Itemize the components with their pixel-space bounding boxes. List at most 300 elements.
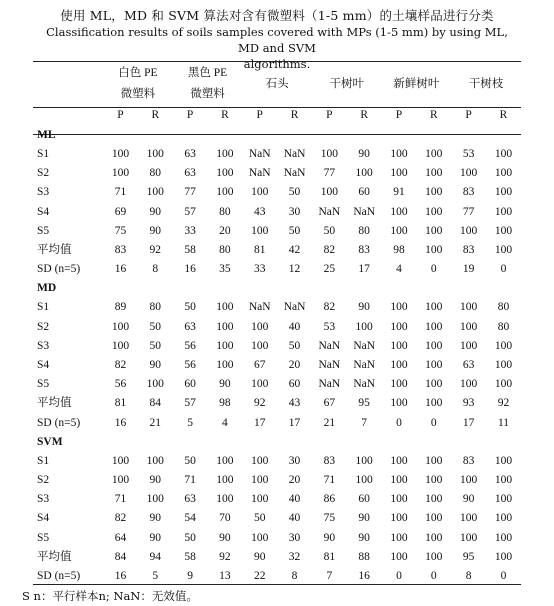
table-cell: 75 xyxy=(323,512,336,525)
table-cell: 50 xyxy=(149,339,162,352)
table-cell: 80 xyxy=(219,244,231,257)
table-cell: 0 xyxy=(430,263,437,276)
table-cell: 82 xyxy=(114,359,127,372)
table-cell: 100 xyxy=(216,454,234,467)
table-cell: 100 xyxy=(459,531,478,544)
table-cell: 100 xyxy=(251,339,269,352)
table-cell: 94 xyxy=(149,550,162,563)
table-cell: 77 xyxy=(323,167,336,180)
table-cell: 82 xyxy=(323,301,336,314)
table-cell: 100 xyxy=(494,167,513,180)
table-cell: 13 xyxy=(219,570,231,583)
table-cell: 11 xyxy=(497,416,510,429)
table-cell: NaN xyxy=(353,339,376,352)
header-pr-blank xyxy=(33,105,103,126)
table-cell: 100 xyxy=(320,186,338,199)
table-cell: 86 xyxy=(323,493,336,506)
table-cell: 83 xyxy=(462,454,475,467)
table-cell: 80 xyxy=(497,320,510,333)
table-cell: 100 xyxy=(494,224,513,237)
table-cell: 81 xyxy=(253,244,266,257)
table-cell: 100 xyxy=(355,454,373,467)
table-cell: 88 xyxy=(358,550,370,563)
table-cell: 50 xyxy=(323,224,336,237)
table-cell: 56 xyxy=(184,359,196,372)
table-cell: 30 xyxy=(288,531,301,544)
row-label: S5 xyxy=(37,378,50,391)
table-cell: 67 xyxy=(323,397,336,410)
row-label: S3 xyxy=(37,493,50,506)
table-cell: 60 xyxy=(358,493,370,506)
table-row xyxy=(33,356,521,375)
table-cell: 90 xyxy=(149,474,162,487)
table-cell: 100 xyxy=(216,320,234,333)
table-cell: 16 xyxy=(114,416,127,429)
row-label: S1 xyxy=(37,148,50,160)
table-cell: 63 xyxy=(184,320,196,333)
table-cell: 69 xyxy=(114,205,127,218)
table-cell: NaN xyxy=(283,301,306,314)
table-cell: 100 xyxy=(216,148,234,160)
table-row xyxy=(33,548,521,567)
table-cell: 100 xyxy=(390,205,408,218)
table-cell: 98 xyxy=(219,397,231,410)
table-cell: 0 xyxy=(500,263,507,276)
table-cell: 100 xyxy=(216,359,234,372)
table-cell: 100 xyxy=(146,378,164,391)
table-cell: 100 xyxy=(216,474,234,487)
table-cell: 90 xyxy=(253,550,266,563)
table-cell: 100 xyxy=(251,378,269,391)
row-label: S2 xyxy=(37,320,50,333)
table-cell: 35 xyxy=(219,263,231,276)
section-name: ML xyxy=(37,129,56,141)
table-cell: 83 xyxy=(323,454,336,467)
table-cell: 50 xyxy=(184,531,196,544)
table-cell: 20 xyxy=(219,224,231,237)
header-group-white-pe-sub: 微塑料 xyxy=(120,88,156,100)
table-cell: 100 xyxy=(425,148,443,160)
table-cell: 100 xyxy=(251,454,269,467)
header-r: R xyxy=(151,109,160,121)
table-cell: 100 xyxy=(111,474,130,487)
table-cell: 100 xyxy=(459,474,478,487)
table-row xyxy=(33,490,521,509)
table-cell: 25 xyxy=(323,263,336,276)
table-row xyxy=(33,260,521,279)
table-cell: 100 xyxy=(111,320,130,333)
header-group-dry-leaf: 干树叶 xyxy=(329,77,365,90)
table-cell: 17 xyxy=(253,416,266,429)
table-cell: 63 xyxy=(184,493,196,506)
table-cell: 100 xyxy=(494,186,513,199)
table-cell: 90 xyxy=(149,224,162,237)
table-cell: NaN xyxy=(283,167,306,180)
table-cell: 95 xyxy=(462,550,475,563)
table-cell: 20 xyxy=(288,359,301,372)
row-label: S5 xyxy=(37,531,50,544)
table-cell: 67 xyxy=(253,359,266,372)
table-cell: 90 xyxy=(149,359,162,372)
table-cell: 63 xyxy=(184,148,196,160)
table-cell: 90 xyxy=(149,205,162,218)
table-row xyxy=(33,183,521,202)
table-cell: 100 xyxy=(459,167,478,180)
table-cell: 100 xyxy=(390,397,408,410)
table-cell: 80 xyxy=(358,224,370,237)
section-header-row xyxy=(33,433,521,452)
table-cell: 100 xyxy=(390,512,408,525)
row-label: 平均值 xyxy=(37,550,72,563)
table-cell: 50 xyxy=(149,320,162,333)
table-cell: 0 xyxy=(430,570,437,583)
table-cell: 77 xyxy=(184,186,196,199)
table-row xyxy=(33,337,521,356)
header-p: P xyxy=(395,109,403,121)
table-cell: 100 xyxy=(355,167,373,180)
header-group-white-pe: 白色 PE xyxy=(118,67,158,79)
row-label: SD (n=5) xyxy=(37,263,81,276)
table-cell: 56 xyxy=(184,339,196,352)
table-cell: 63 xyxy=(184,167,196,180)
table-cell: 100 xyxy=(425,454,443,467)
row-label: S3 xyxy=(37,186,50,199)
table-cell: 90 xyxy=(219,531,231,544)
table-cell: 100 xyxy=(494,531,513,544)
table-cell: 100 xyxy=(355,474,373,487)
table-cell: 9 xyxy=(187,570,193,583)
table-cell: 16 xyxy=(114,570,127,583)
header-r: R xyxy=(360,109,368,121)
table-caption-chinese: 使用 ML，MD 和 SVM 算法对含有微塑料（1-5 mm）的土壤样品进行分类 xyxy=(60,8,494,23)
table-cell: 90 xyxy=(323,531,336,544)
table-cell: 90 xyxy=(149,531,162,544)
table-row xyxy=(33,567,521,586)
header-p: P xyxy=(117,109,124,121)
table-cell: 0 xyxy=(396,416,402,429)
table-cell: 100 xyxy=(425,512,443,525)
table-cell: 89 xyxy=(114,301,127,314)
table-cell: 5 xyxy=(152,570,159,583)
table-row xyxy=(33,414,521,433)
table-cell: 0 xyxy=(396,570,402,583)
header-p: P xyxy=(186,109,194,121)
table-cell: 8 xyxy=(465,570,472,583)
header-r: R xyxy=(499,109,508,121)
table-cell: 100 xyxy=(459,512,478,525)
table-cell: 100 xyxy=(459,320,478,333)
caption-english-line-1: Classification results of soils samples covered with MPs (1-5 mm) by using ML, MD and SVM xyxy=(46,25,508,55)
row-label: S4 xyxy=(37,205,50,218)
table-cell: 4 xyxy=(222,416,228,429)
table-cell: 50 xyxy=(288,224,301,237)
table-cell: 100 xyxy=(146,454,164,467)
table-cell: 100 xyxy=(390,339,408,352)
row-label: S2 xyxy=(37,167,50,180)
section-header-row xyxy=(33,279,521,298)
table-cell: 60 xyxy=(288,378,301,391)
table-cell: 50 xyxy=(184,454,196,467)
section-name: MD xyxy=(37,282,57,295)
table-cell: 71 xyxy=(184,474,196,487)
table-cell: 100 xyxy=(494,359,513,372)
table-cell: 30 xyxy=(288,454,301,467)
table-cell: 100 xyxy=(355,320,373,333)
table-row xyxy=(33,145,521,164)
table-cell: 64 xyxy=(114,531,127,544)
table-cell: NaN xyxy=(248,301,271,314)
table-row xyxy=(33,394,521,413)
table-cell: 100 xyxy=(459,378,478,391)
table-row xyxy=(33,452,521,471)
table-cell: 100 xyxy=(425,301,443,314)
table-cell: 100 xyxy=(494,454,513,467)
table-cell: 17 xyxy=(288,416,301,429)
table-cell: 83 xyxy=(462,186,475,199)
table-cell: 100 xyxy=(390,493,408,506)
table-cell: 21 xyxy=(323,416,336,429)
table-cell: 100 xyxy=(251,186,269,199)
table-cell: 57 xyxy=(184,397,196,410)
table-cell: 19 xyxy=(462,263,475,276)
table-cell: 5 xyxy=(187,416,193,429)
table-cell: 100 xyxy=(390,454,408,467)
table-cell: 100 xyxy=(111,339,130,352)
table-cell: 71 xyxy=(114,493,127,506)
table-cell: 95 xyxy=(358,397,370,410)
row-label: S4 xyxy=(37,359,50,372)
table-cell: 8 xyxy=(152,263,159,276)
row-label: S2 xyxy=(37,474,50,487)
table-cell: 84 xyxy=(149,397,162,410)
table-cell: 80 xyxy=(149,167,162,180)
table-cell: 16 xyxy=(358,570,370,583)
table-cell: 100 xyxy=(494,148,513,160)
header-group-stone: 石头 xyxy=(265,77,289,90)
table-cell: NaN xyxy=(248,148,271,160)
table-cell: 70 xyxy=(219,512,231,525)
table-cell: 90 xyxy=(358,148,370,160)
table-cell: 90 xyxy=(358,512,370,525)
table-cell: 100 xyxy=(146,148,164,160)
table-cell: 100 xyxy=(111,167,130,180)
table-cell: 80 xyxy=(497,301,510,314)
row-label: 平均值 xyxy=(37,244,72,257)
table-cell: 100 xyxy=(425,320,443,333)
table-cell: 100 xyxy=(390,359,408,372)
table-cell: 83 xyxy=(462,244,475,257)
table-cell: 100 xyxy=(251,320,269,333)
header-corner xyxy=(33,63,103,84)
table-cell: 56 xyxy=(114,378,127,391)
table-cell: 42 xyxy=(288,244,301,257)
table-cell: 100 xyxy=(425,550,443,563)
table-cell: 100 xyxy=(216,167,234,180)
table-cell: 50 xyxy=(253,512,266,525)
table-cell: 57 xyxy=(184,205,196,218)
row-label: SD (n=5) xyxy=(37,570,81,583)
table-cell: 50 xyxy=(288,339,301,352)
table-cell: NaN xyxy=(353,378,376,391)
table-cell: 81 xyxy=(323,550,336,563)
row-label: S1 xyxy=(37,301,50,314)
header-p: P xyxy=(326,109,333,121)
table-top-rule xyxy=(33,61,521,62)
table-cell: 60 xyxy=(358,186,370,199)
table-cell: 100 xyxy=(251,224,269,237)
table-cell: 33 xyxy=(184,224,196,237)
table-cell: 100 xyxy=(390,148,408,160)
table-row xyxy=(33,375,521,394)
table-cell: 40 xyxy=(288,320,301,333)
table-cell: 98 xyxy=(393,244,405,257)
table-cell: 100 xyxy=(425,474,443,487)
table-row xyxy=(33,509,521,528)
table-cell: 100 xyxy=(425,224,443,237)
table-cell: 100 xyxy=(425,186,443,199)
table-cell: 63 xyxy=(462,359,475,372)
table-cell: 4 xyxy=(396,263,402,276)
table-cell: 100 xyxy=(146,493,164,506)
section-header-row xyxy=(33,126,521,145)
table-cell: 91 xyxy=(393,186,405,199)
table-cell: 60 xyxy=(184,378,196,391)
table-cell: 17 xyxy=(462,416,475,429)
table-cell: 30 xyxy=(288,205,301,218)
table-cell: 100 xyxy=(111,454,130,467)
table-cell: 43 xyxy=(288,397,301,410)
table-cell: 90 xyxy=(358,531,370,544)
row-label: S5 xyxy=(37,224,50,237)
table-row xyxy=(33,241,521,260)
table-cell: 58 xyxy=(184,550,196,563)
table-row xyxy=(33,298,521,317)
table-cell: 100 xyxy=(390,301,408,314)
table-cell: 100 xyxy=(251,474,269,487)
table-footnote: S n：平行样本n; NaN：无效值。 xyxy=(22,589,198,603)
classification-table xyxy=(33,63,521,586)
table-cell: 100 xyxy=(425,493,443,506)
table-cell: 80 xyxy=(219,205,231,218)
table-cell: 32 xyxy=(288,550,301,563)
table-cell: 100 xyxy=(251,531,269,544)
table-cell: 100 xyxy=(425,359,443,372)
table-cell: 50 xyxy=(184,301,196,314)
row-label: 平均值 xyxy=(37,397,72,410)
table-cell: 53 xyxy=(323,320,336,333)
table-cell: 53 xyxy=(462,148,475,160)
table-cell: 100 xyxy=(390,320,408,333)
table-cell: 40 xyxy=(288,512,301,525)
table-cell: 58 xyxy=(184,244,196,257)
table-cell: NaN xyxy=(353,359,376,372)
header-corner-2 xyxy=(33,84,103,105)
header-group-dry-branch: 干树枝 xyxy=(468,77,504,90)
table-cell: 83 xyxy=(114,244,127,257)
table-cell: 100 xyxy=(425,339,443,352)
table-cell: 100 xyxy=(494,339,513,352)
table-cell: 17 xyxy=(358,263,370,276)
table-cell: 82 xyxy=(114,512,127,525)
section-name: SVM xyxy=(37,435,63,448)
row-label: S1 xyxy=(37,454,50,467)
table-row xyxy=(33,529,521,548)
table-cell: 100 xyxy=(216,301,234,314)
table-cell: 100 xyxy=(390,224,408,237)
table-row xyxy=(33,203,521,222)
table-cell: 100 xyxy=(494,512,513,525)
table-cell: 20 xyxy=(288,474,301,487)
caption-english-line-2: algorithms. xyxy=(243,57,311,71)
table-cell: 100 xyxy=(459,301,478,314)
table-cell: 100 xyxy=(425,531,443,544)
table-cell: 93 xyxy=(462,397,475,410)
table-cell: 81 xyxy=(114,397,127,410)
table-cell: NaN xyxy=(283,148,306,160)
table-cell: 71 xyxy=(323,474,336,487)
table-cell: 0 xyxy=(500,570,507,583)
table-cell: 92 xyxy=(149,244,162,257)
table-cell: 100 xyxy=(390,531,408,544)
table-cell: 82 xyxy=(323,244,336,257)
table-cell: 100 xyxy=(390,550,408,563)
header-group-black-pe: 黑色 PE xyxy=(187,67,228,79)
table-cell: 12 xyxy=(288,263,301,276)
table-cell: 90 xyxy=(358,301,370,314)
table-cell: 100 xyxy=(251,493,269,506)
table-cell: 75 xyxy=(114,224,127,237)
row-label: S3 xyxy=(37,339,50,352)
table-cell: 100 xyxy=(216,186,234,199)
header-r: R xyxy=(221,109,229,121)
table-cell: 7 xyxy=(361,416,368,429)
table-cell: 100 xyxy=(425,244,443,257)
row-label: S4 xyxy=(37,512,50,525)
table-cell: 83 xyxy=(358,244,370,257)
table-cell: 100 xyxy=(390,474,408,487)
table-cell: NaN xyxy=(318,339,341,352)
table-cell: 100 xyxy=(459,224,478,237)
table-cell: 100 xyxy=(390,167,408,180)
table-cell: NaN xyxy=(353,205,376,218)
table-cell: 100 xyxy=(390,378,408,391)
table-cell: 84 xyxy=(114,550,127,563)
table-cell: 100 xyxy=(425,397,443,410)
table-cell: 100 xyxy=(425,378,443,391)
table-cell: 100 xyxy=(111,148,130,160)
table-cell: 90 xyxy=(219,378,231,391)
table-cell: 22 xyxy=(253,570,266,583)
table-cell: 100 xyxy=(425,205,443,218)
table-cell: 71 xyxy=(114,186,127,199)
table-cell: NaN xyxy=(318,359,341,372)
table-cell: 100 xyxy=(494,244,513,257)
table-cell: 77 xyxy=(462,205,475,218)
table-cell: NaN xyxy=(248,167,271,180)
header-row-top xyxy=(33,63,521,84)
table-cell: 92 xyxy=(497,397,510,410)
table-cell: 16 xyxy=(114,263,127,276)
table-row xyxy=(33,164,521,183)
table-cell: NaN xyxy=(318,378,341,391)
table-cell: 92 xyxy=(253,397,266,410)
header-r: R xyxy=(429,109,438,121)
header-p: P xyxy=(256,109,263,121)
table-cell: 100 xyxy=(494,205,513,218)
table-row xyxy=(33,222,521,241)
table-cell: 100 xyxy=(216,339,234,352)
table-cell: 33 xyxy=(253,263,266,276)
